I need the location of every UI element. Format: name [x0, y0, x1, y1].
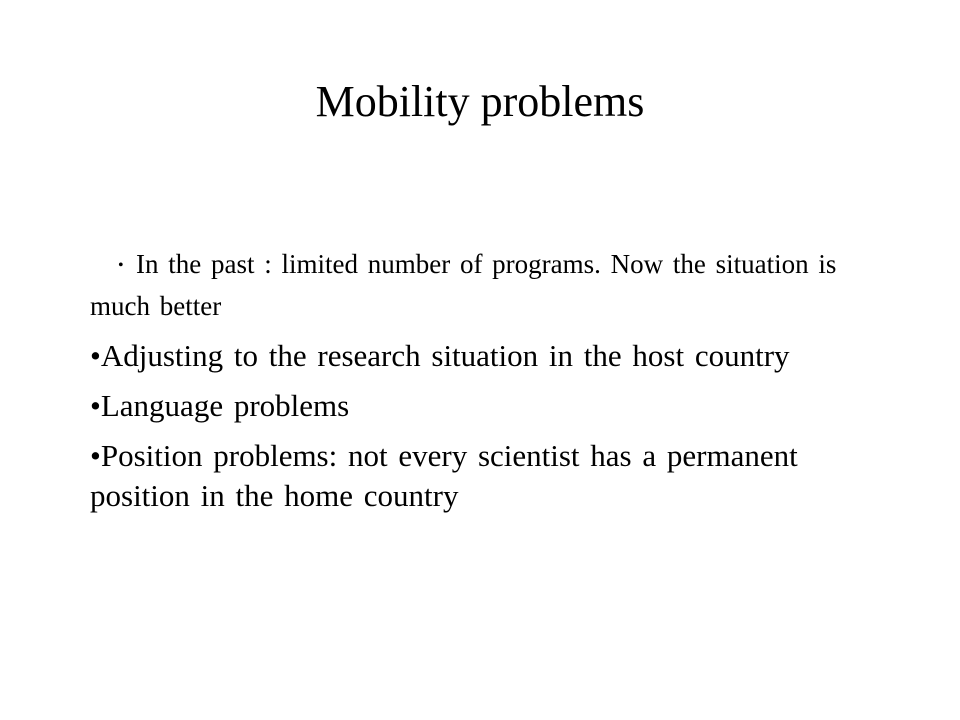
- bullet-item-language: [90, 386, 890, 426]
- bullet-list: [90, 244, 890, 526]
- bullet-item-position: [90, 436, 890, 516]
- bullet-marker: •: [90, 388, 101, 423]
- bullet-marker: •: [118, 257, 124, 274]
- bullet-marker: •: [90, 338, 101, 373]
- bullet-item-adjusting: [90, 336, 890, 376]
- bullet-text: In the past : limited number of programs. Now the situation is much better: [90, 249, 837, 321]
- bullet-marker: •: [90, 438, 101, 473]
- bullet-item-past-programs: [90, 244, 890, 326]
- bullet-text: Position problems: not every scientist has a permanent position in the home country: [90, 438, 798, 513]
- slide-title: Mobility problems: [315, 77, 645, 126]
- bullet-text: Language problems: [100, 388, 350, 423]
- bullet-text: Adjusting to the research situation in the host country: [100, 338, 790, 373]
